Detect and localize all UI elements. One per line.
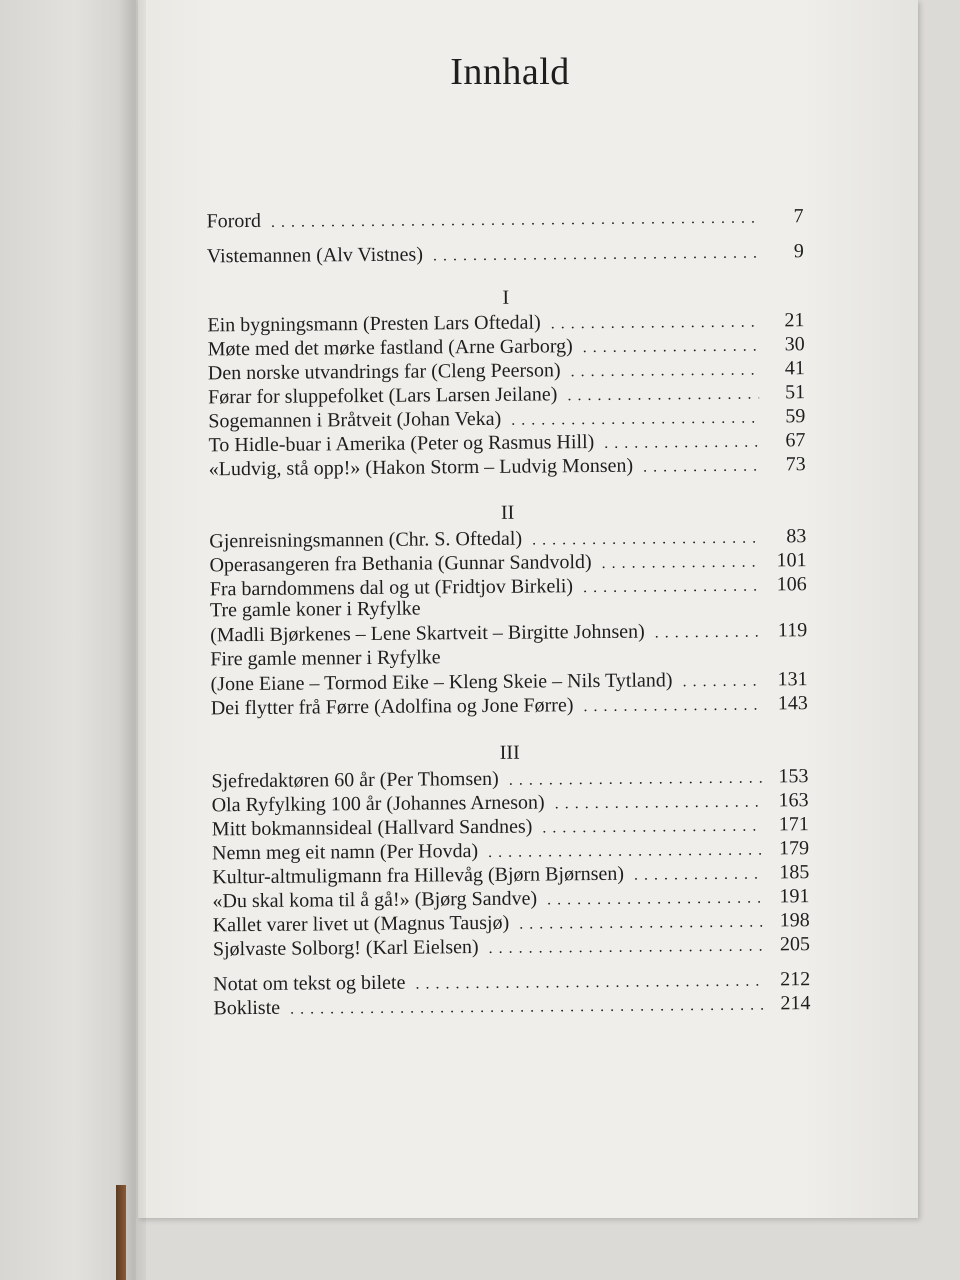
leader-dots — [433, 245, 758, 266]
toc-entry-title: Dei flytter frå Førre (Adolfina og Jone Førre) — [210, 694, 574, 720]
toc-entry-page: 214 — [780, 992, 811, 1015]
toc-entry-title: Kallet varer livet ut (Magnus Tausjø) — [212, 911, 510, 937]
toc-entry-title: Nemn meg eit namn (Per Hovda) — [211, 840, 479, 865]
toc-entry-title: Mitt bokmannsideal (Hallvard Sandnes) — [211, 815, 533, 841]
leader-dots — [602, 554, 761, 573]
book-spine — [116, 1185, 126, 1280]
toc-entry-page: 185 — [779, 861, 810, 884]
toc-entry-title: Vistemannen (Alv Vistnes) — [206, 243, 424, 268]
toc-entry-page: 205 — [779, 933, 810, 956]
leader-dots — [570, 362, 758, 382]
section-heading: III — [499, 741, 520, 764]
leader-dots — [583, 697, 761, 717]
leader-dots — [643, 458, 760, 477]
toc-entry-page: 101 — [776, 549, 807, 572]
leader-dots — [567, 386, 759, 406]
toc-entry-title: «Du skal koma til å gå!» (Bjørg Sandve) — [212, 887, 538, 913]
toc-entry-page: 143 — [777, 692, 808, 715]
leader-dots — [290, 997, 764, 1019]
toc-entry-page: 67 — [785, 429, 806, 452]
leader-dots — [511, 410, 759, 430]
toc-entry — [210, 619, 807, 650]
toc-entry-page: 179 — [778, 837, 810, 860]
toc-entry-page: 59 — [785, 405, 806, 428]
toc-entry-title: (Jone Eiane – Tormod Eike – Kleng Skeie – Nils Tytland) — [210, 669, 673, 696]
toc-entry-title: Ein bygningsmann (Presten Lars Oftedal) — [207, 311, 541, 337]
toc-entry-page: 51 — [784, 381, 806, 404]
toc-entry-page: 7 — [793, 205, 804, 228]
toc-entry-title: Gjenreisningsmannen (Chr. S. Oftedal) — [209, 527, 523, 553]
toc-entry-page: 30 — [784, 333, 805, 356]
toc-entry-title: (Madli Bjørkenes – Lene Skartveit – Birgitte Johnsen) — [210, 620, 645, 647]
toc-entry-page: 106 — [776, 573, 807, 596]
toc-entry-page: 9 — [793, 240, 804, 263]
toc-entry-page: 119 — [777, 619, 808, 642]
toc-entry-title: To Hidle-buar i Amerika (Peter og Rasmus Hill) — [208, 431, 595, 457]
toc-entry-title: Ola Ryfylking 100 år (Johannes Arneson) — [211, 791, 545, 817]
toc-entry-title: Den norske utvandrings far (Cleng Peerson) — [207, 359, 561, 385]
toc-entry-page: 83 — [786, 525, 807, 548]
toc-entry-title: Førar for sluppefolket (Lars Larsen Jeilane) — [207, 383, 558, 409]
leader-dots — [583, 578, 761, 598]
leader-dots — [551, 314, 759, 334]
toc-entry-page: 191 — [779, 885, 810, 908]
leader-dots — [519, 914, 764, 934]
toc-entry-title: Sjølvaste Solborg! (Karl Eielsen) — [212, 936, 479, 961]
toc-entry-page: 41 — [784, 357, 805, 380]
toc-entry — [213, 933, 810, 964]
toc-entry — [207, 240, 804, 271]
toc-entry-page: 163 — [778, 789, 809, 812]
page-title: Innhald — [450, 51, 570, 93]
toc-entry-pretitle: Fire gamle menner i Ryfylke — [210, 646, 441, 671]
toc-entry-page: 198 — [779, 909, 810, 932]
leader-dots — [634, 866, 763, 885]
leader-dots — [583, 338, 759, 358]
toc-entry-page: 171 — [778, 813, 809, 836]
leader-dots — [509, 770, 763, 790]
toc-entry-page: 153 — [778, 765, 809, 788]
toc-entry-page: 212 — [780, 968, 811, 991]
toc-entry-title: Forord — [206, 209, 262, 233]
leader-dots — [532, 530, 760, 550]
leader-dots — [655, 624, 762, 643]
toc-entry-title: Sjefredaktøren 60 år (Per Thomsen) — [211, 767, 499, 793]
leader-dots — [547, 890, 764, 910]
leader-dots — [488, 842, 763, 862]
toc-entry-page: 73 — [785, 453, 806, 476]
leader-dots — [555, 794, 763, 814]
toc-entry-title: Kultur-altmuligmann fra Hillevåg (Bjørn Bjørnsen) — [212, 862, 625, 889]
toc-entry-pretitle: Tre gamle koner i Ryfylke — [209, 597, 421, 622]
leader-dots — [682, 673, 761, 692]
toc-entry — [209, 453, 806, 484]
toc-entry-page: 131 — [777, 668, 808, 691]
toc-entry-title: Møte med det mørke fastland (Arne Garborg) — [207, 335, 573, 361]
leader-dots — [542, 818, 763, 838]
toc-entry-title: «Ludvig, stå opp!» (Hakon Storm – Ludvig Monsen) — [208, 454, 634, 481]
leader-dots — [489, 938, 764, 958]
toc-entry — [206, 205, 803, 236]
toc-entry-title: Sogemannen i Bråtveit (Johan Veka) — [208, 407, 502, 433]
toc-entry-title: Operasangeren fra Bethania (Gunnar Sandvold) — [209, 551, 592, 577]
toc-entry-title: Notat om tekst og bilete — [213, 971, 406, 996]
toc-entry-title: Fra barndommens dal og ut (Fridtjov Birkeli) — [209, 575, 574, 601]
toc-entry-title: Bokliste — [213, 996, 281, 1020]
toc-entry-page: 21 — [784, 309, 805, 332]
toc-entry — [213, 992, 810, 1023]
leader-dots — [415, 973, 764, 994]
leader-dots — [271, 210, 758, 232]
toc-entry — [211, 692, 808, 723]
section-heading: II — [500, 501, 515, 524]
leader-dots — [604, 434, 759, 453]
section-heading: I — [502, 286, 510, 309]
